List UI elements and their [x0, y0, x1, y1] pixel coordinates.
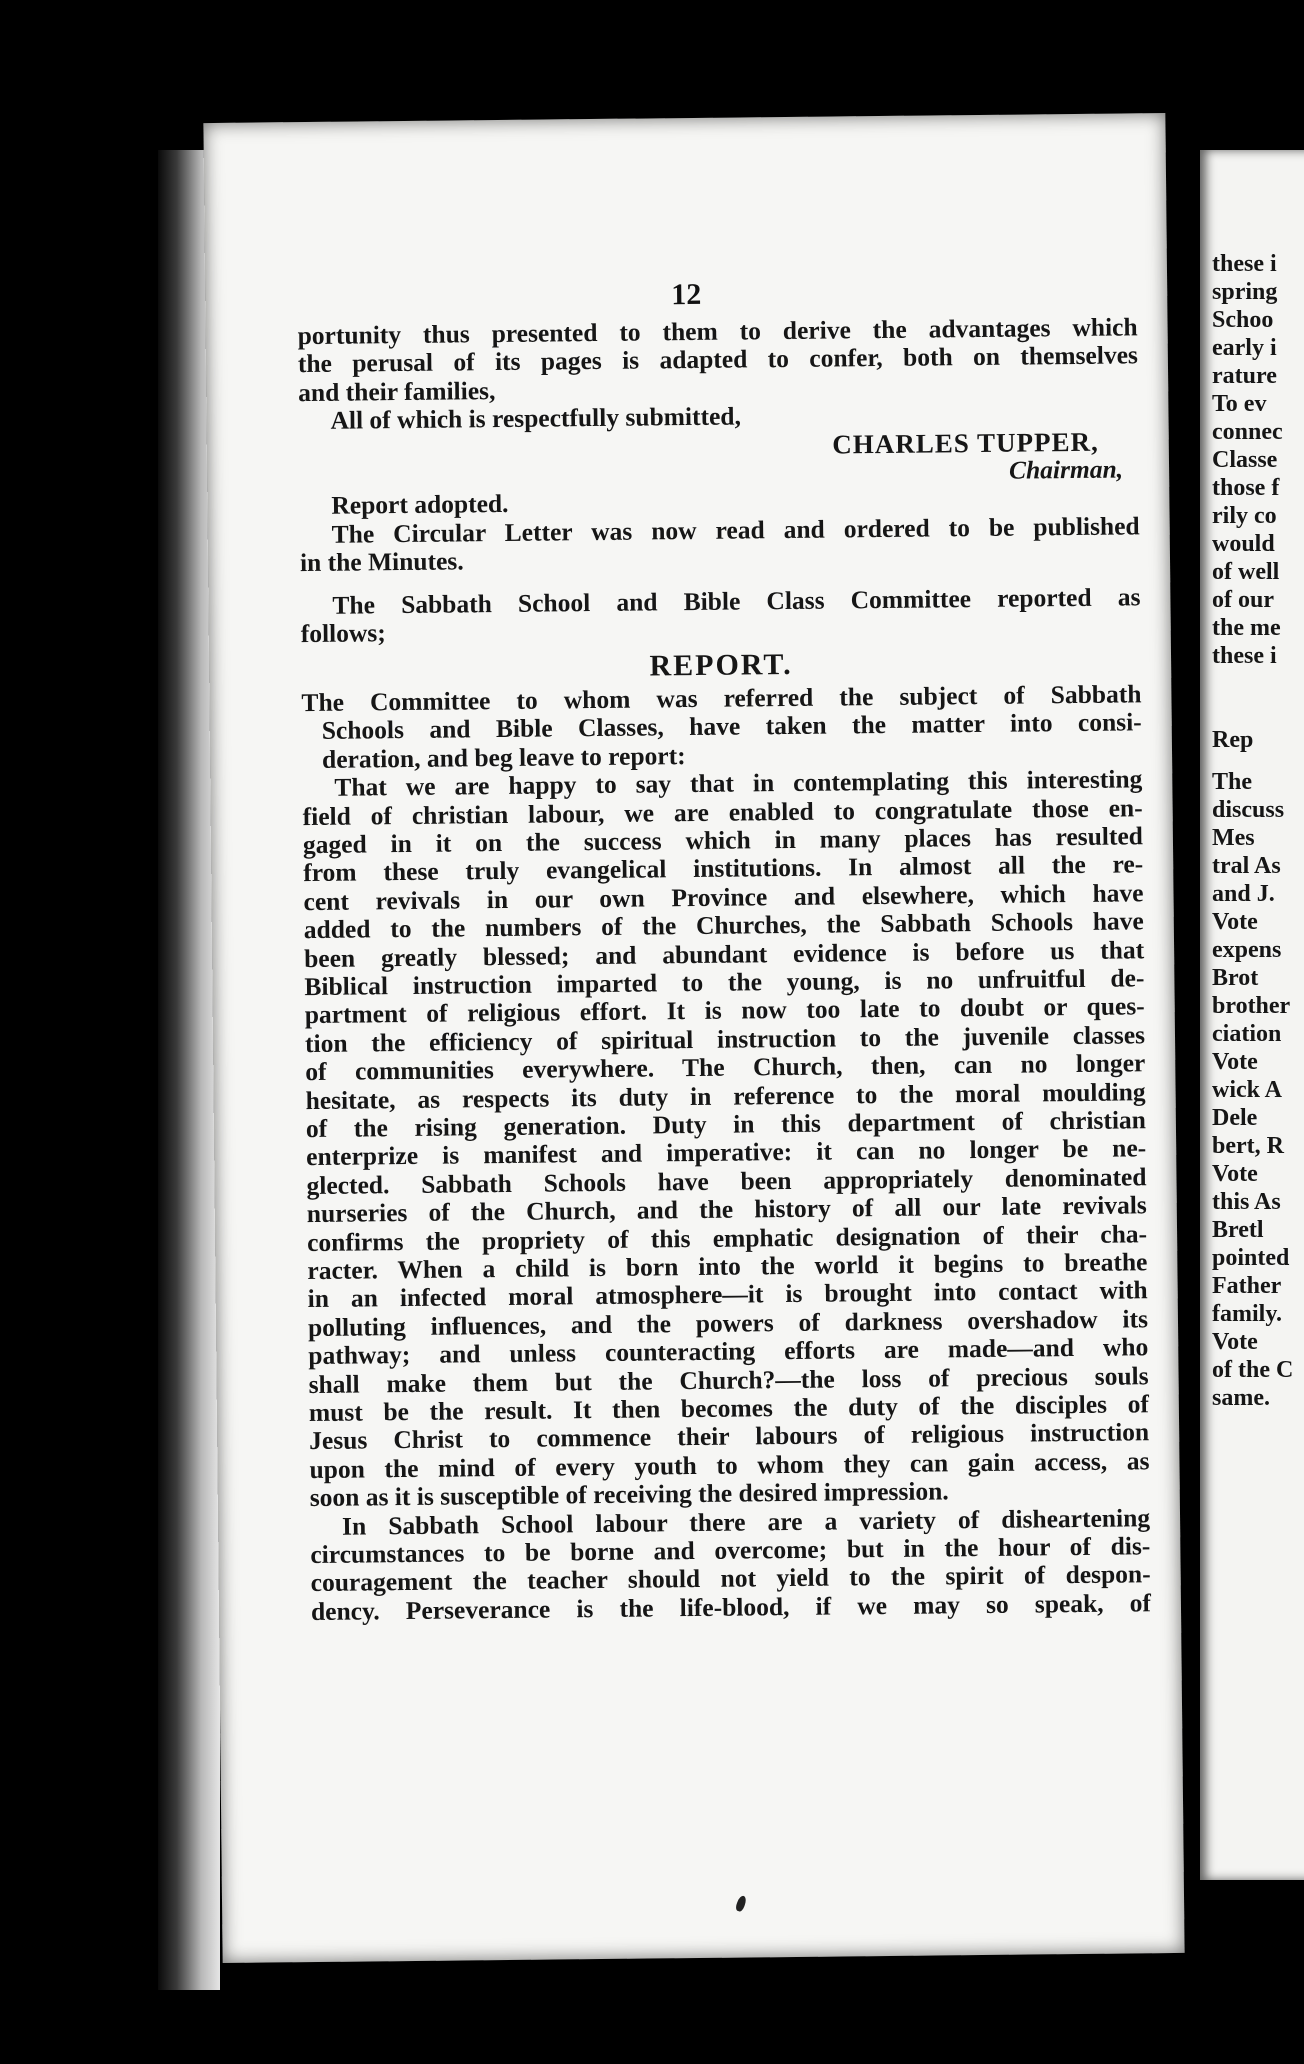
- text-line: in an infected moral atmosphere—it is brought into contact with: [307, 1275, 1148, 1314]
- text-line: shall make them but the Church?—the loss of precious souls: [308, 1360, 1149, 1399]
- text-line: must be the result. It then becomes the duty of the disciples of: [308, 1389, 1150, 1428]
- text-line: pathway; and unless counteracting efforts are made—and who: [308, 1332, 1149, 1371]
- text-line: in the Minutes.: [299, 546, 464, 578]
- facing-line: rily co: [1212, 503, 1277, 529]
- text-line: dency. Perseverance is the life-blood, if we may so speak, of: [310, 1588, 1152, 1626]
- text-line: Jesus Christ to commence their labours of religious instruction: [309, 1417, 1150, 1456]
- text-line: tion the efficiency of spiritual instruction to the juvenile classes: [304, 1020, 1146, 1058]
- facing-line: these i: [1212, 643, 1277, 669]
- text-line: polluting influences, and the powers of darkness overshadow its: [307, 1304, 1149, 1342]
- facing-line: discuss: [1212, 797, 1285, 823]
- text-line: soon as it is susceptible of receiving the desired impression.: [309, 1476, 949, 1513]
- text-line: added to the numbers of the Churches, the Sabbath Schools have: [303, 906, 1144, 945]
- text-line: That we are happy to say that in contemplating this interesting: [334, 764, 1143, 802]
- facing-line: Vote: [1212, 1049, 1258, 1075]
- text-line: field of christian labour, we are enabled to congratulate those en-: [302, 792, 1143, 831]
- text-line: racter. When a child is born into the world it begins to breathe: [307, 1247, 1148, 1286]
- closing-line: All of which is respectfully submitted,: [330, 401, 742, 435]
- text-line: and their families,: [298, 375, 496, 407]
- text-line: nurseries of the Church, and the history of all our late revivals: [306, 1190, 1147, 1229]
- page-body: [297, 313, 1151, 1626]
- facing-line: would: [1212, 531, 1275, 557]
- text-line: of the rising generation. Duty in this department of christian: [305, 1105, 1147, 1144]
- text-line: gaged in it on the success which in many places has resulted: [302, 821, 1144, 859]
- facing-line: same.: [1212, 1385, 1270, 1411]
- text-line: cent revivals in our own Province and elsewhere, which have: [303, 878, 1144, 916]
- text-line: circumstances to be borne and overcome; but in the hour of dis-: [310, 1531, 1151, 1570]
- text-line: been greatly blessed; and abundant evidence is before us that: [303, 934, 1145, 973]
- text-line: from these truly evangelical institutions. In almost all the re-: [303, 849, 1144, 888]
- facing-line: Vote: [1212, 909, 1258, 935]
- facing-page: [1200, 150, 1304, 1880]
- report-heading: REPORT.: [649, 648, 793, 683]
- facing-line: To ev: [1212, 391, 1267, 417]
- facing-line: Father: [1212, 1273, 1282, 1299]
- facing-line: early i: [1212, 335, 1277, 361]
- facing-line: [1212, 670, 1304, 726]
- facing-line: bert, R: [1212, 1133, 1284, 1159]
- facing-line: of the C: [1212, 1357, 1294, 1383]
- text-line: glected. Sabbath Schools have been appropriately denominated: [306, 1162, 1147, 1200]
- facing-line: connec: [1212, 419, 1283, 445]
- facing-line: [1212, 754, 1304, 768]
- facing-line: Rep: [1212, 727, 1254, 753]
- text-line: hesitate, as respects its duty in reference to the moral moulding: [305, 1076, 1146, 1115]
- facing-line: rature: [1212, 363, 1277, 389]
- facing-line: brother: [1212, 993, 1291, 1019]
- facing-line: tral As: [1212, 853, 1281, 879]
- facing-line: those f: [1212, 475, 1280, 501]
- page-number: 12: [671, 277, 702, 312]
- facing-line: this As: [1212, 1189, 1281, 1215]
- text-line: Schools and Bible Classes, have taken the matter into consi-: [321, 707, 1142, 746]
- text-line: deration, and beg leave to report:: [321, 740, 686, 774]
- facing-line: The: [1212, 769, 1253, 795]
- facing-line: Classe: [1212, 447, 1278, 473]
- facing-line: expens: [1212, 937, 1282, 963]
- signatory-name: CHARLES TUPPER,: [832, 426, 1099, 460]
- text-line: portunity thus presented to them to derive the advantages which: [297, 312, 1138, 351]
- facing-line: Vote: [1212, 1329, 1258, 1355]
- text-line: The Committee to whom was referred the subject of Sabbath: [301, 679, 1142, 717]
- text-line: In Sabbath School labour there are a variety of disheartening: [341, 1502, 1151, 1541]
- facing-line: Schoo: [1212, 307, 1274, 333]
- text-line: of communities everywhere. The Church, then, can no longer: [305, 1048, 1146, 1087]
- facing-line: of well: [1212, 559, 1280, 585]
- text-line: upon the mind of every youth to whom they can gain access, as: [309, 1446, 1150, 1484]
- ink-speck: [735, 1895, 748, 1913]
- facing-line: Mes: [1212, 825, 1255, 851]
- text-line: Biblical instruction imparted to the young, is no unfruitful de-: [304, 963, 1145, 1002]
- text-line: couragement the teacher should not yield to the spirit of despon-: [310, 1559, 1151, 1598]
- text-line: the perusal of its pages is adapted to confer, both on themselves: [297, 340, 1139, 379]
- facing-line: Bretl: [1212, 1217, 1264, 1243]
- facing-line: and J.: [1212, 881, 1275, 907]
- facing-page-text: [1212, 250, 1304, 1412]
- facing-line: ciation: [1212, 1021, 1282, 1047]
- text-line: follows;: [300, 618, 386, 649]
- facing-line: of our: [1212, 587, 1274, 613]
- text-line: The Circular Letter was now read and ordered to be published: [331, 511, 1140, 549]
- facing-line: Brot: [1212, 965, 1259, 991]
- book-page: [203, 113, 1184, 1963]
- text-line: Report adopted.: [331, 489, 509, 521]
- facing-line: family.: [1212, 1301, 1282, 1327]
- facing-line: Vote: [1212, 1161, 1258, 1187]
- facing-line: Dele: [1212, 1105, 1258, 1131]
- facing-line: pointed: [1212, 1245, 1290, 1271]
- text-line: The Sabbath School and Bible Class Committee reported as: [332, 581, 1141, 620]
- text-line: partment of religious effort. It is now too late to doubt or ques-: [304, 991, 1145, 1030]
- signatory-title: Chairman,: [1008, 454, 1124, 485]
- text-line: enterprize is manifest and imperative: it can no longer be ne-: [306, 1133, 1147, 1172]
- facing-line: these i: [1212, 251, 1277, 277]
- text-line: confirms the propriety of this emphatic designation of their cha-: [306, 1218, 1148, 1257]
- facing-line: the me: [1212, 615, 1281, 641]
- facing-line: wick A: [1212, 1077, 1283, 1103]
- facing-line: spring: [1212, 279, 1278, 305]
